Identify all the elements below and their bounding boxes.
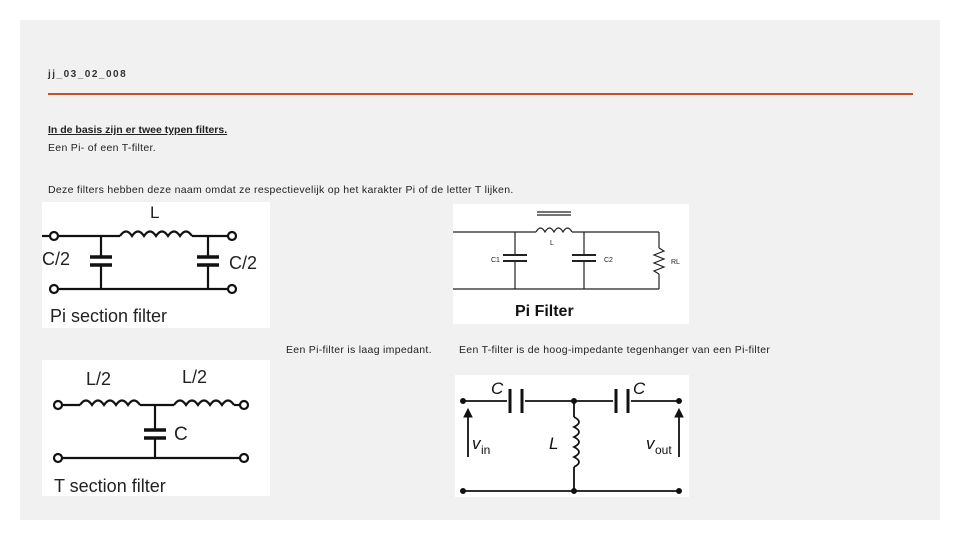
t-section-cap-label: C (174, 424, 188, 445)
t-filter-vin-subscript: in (481, 443, 491, 457)
t-filter-vout-label: v (646, 434, 655, 453)
t-filter-diagram (455, 375, 689, 497)
slide-code: jj_03_02_008 (48, 69, 128, 80)
pi-section-diagram (42, 202, 270, 328)
explanation-line: Deze filters hebben deze naam omdat ze respectievelijk op het karakter Pi of de letter T lijken. (48, 184, 514, 196)
pi-filter-c2-label: C2 (604, 257, 613, 264)
pi-filter-load-label: RL (671, 259, 680, 266)
t-filter-vin-label: v (472, 434, 481, 453)
t-filter-cap-left-label: C (491, 379, 504, 398)
slide-heading: In de basis zijn er twee typen filters. (48, 124, 228, 136)
t-filter-cap-right-label: C (633, 379, 646, 398)
intro-line: Een Pi- of een T-filter. (48, 142, 156, 154)
pi-section-cap-right-label: C/2 (229, 253, 258, 273)
t-section-caption: T section filter (54, 476, 166, 496)
pi-section-caption: Pi section filter (50, 306, 168, 326)
pi-filter-caption: Pi Filter (515, 303, 574, 320)
t-section-diagram (42, 360, 270, 496)
t-filter-vout-subscript: out (655, 443, 672, 457)
t-filter-caption: Een T-filter is de hoog-impedante tegenhanger van een Pi-filter (459, 344, 771, 356)
pi-filter-c1-label: C1 (491, 257, 500, 264)
pi-filter-diagram (453, 204, 689, 324)
pi-filter-inductor-label: L (550, 240, 554, 247)
title-divider (48, 93, 913, 95)
pi-section-cap-left-label: C/2 (42, 249, 71, 269)
t-section-inductor-left-label: L/2 (86, 369, 112, 389)
pi-filter-caption: Een Pi-filter is laag impedant. (286, 344, 432, 356)
t-section-inductor-right-label: L/2 (182, 367, 208, 387)
pi-section-inductor-label: L (150, 203, 160, 222)
t-filter-inductor-label: L (549, 434, 559, 453)
